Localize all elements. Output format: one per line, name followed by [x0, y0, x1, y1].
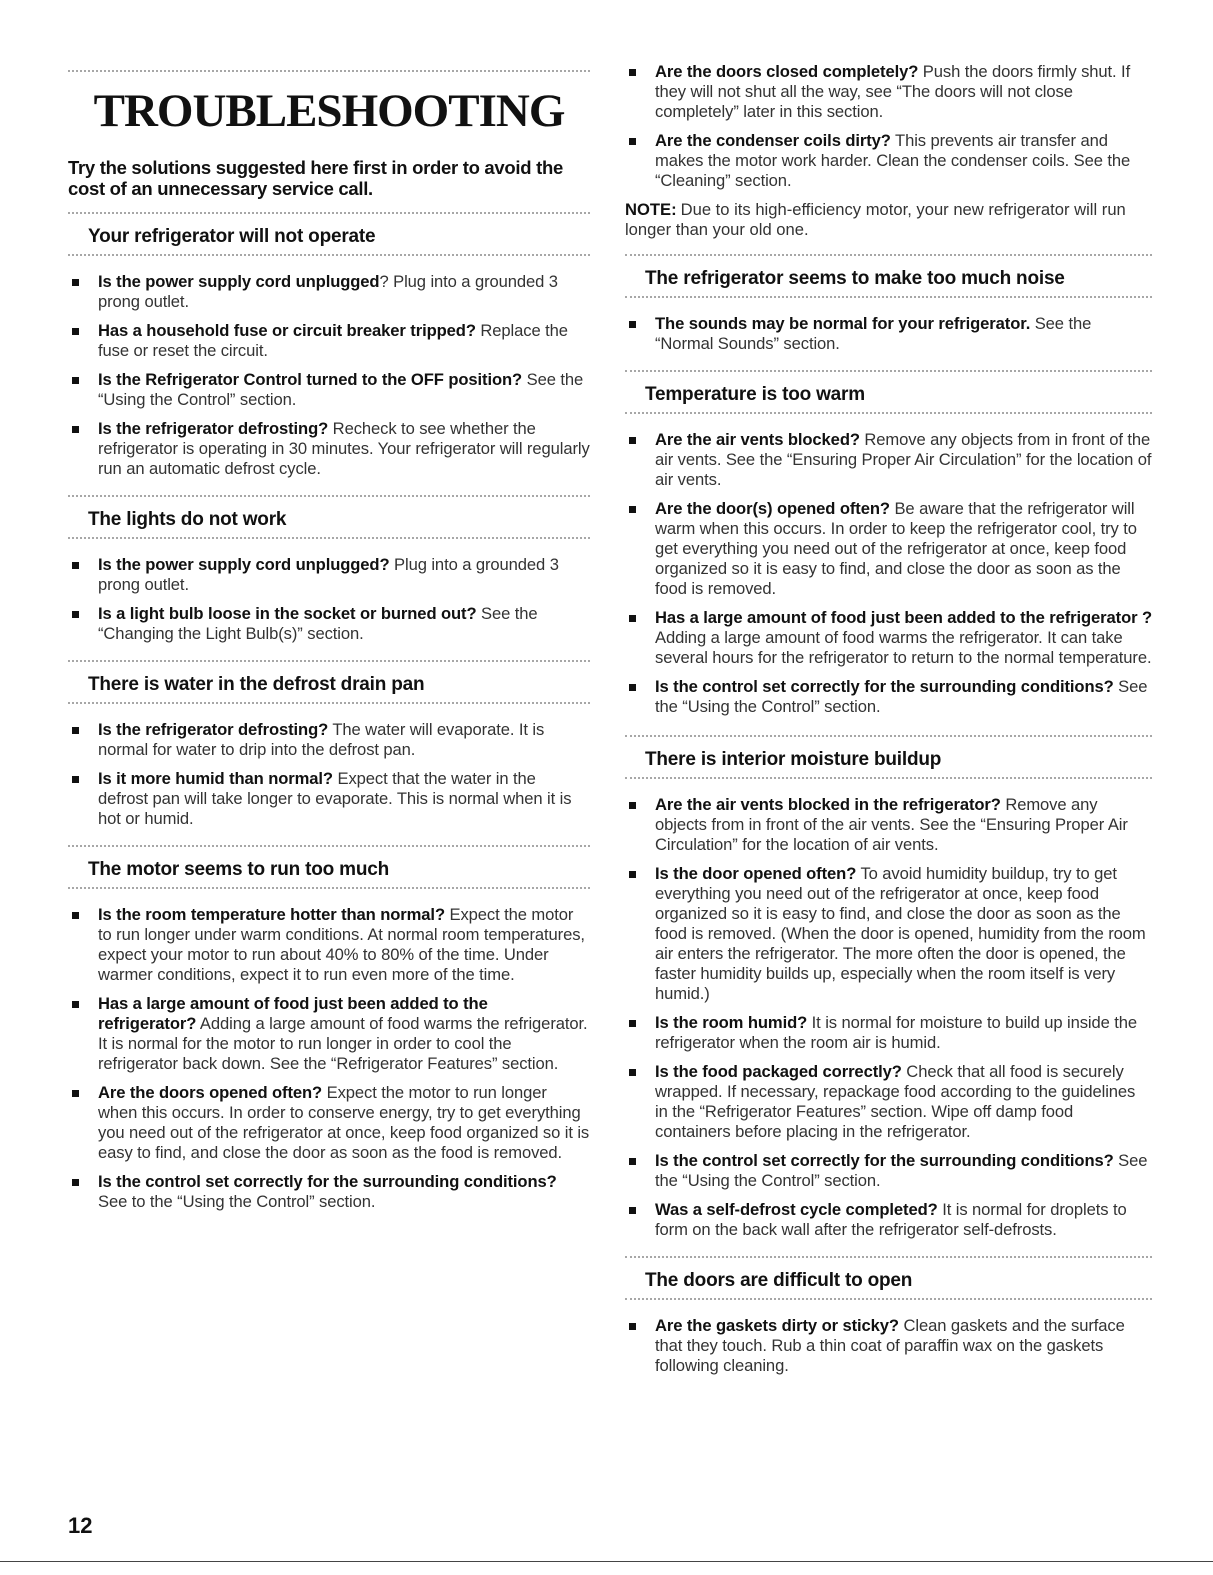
bullet-icon — [629, 69, 636, 76]
list-item: Is the control set correctly for the surrounding conditions? See the “Using the Control” section. — [625, 677, 1152, 717]
item-list — [625, 795, 1152, 1240]
section-heading: The doors are difficult to open — [645, 1270, 913, 1291]
list-item: Is the door opened often? To avoid humidity buildup, try to get everything you need out of the refrigerator at once, keep food organized so it is easy to find, and close the door as soon as the food is removed. (When the door is opened, humidity from the room air enters the refrigerator. The more often the door is opened, the faster humidity builds up, especially when the room itself is very humid.) — [625, 864, 1152, 1004]
list-item: Is it more humid than normal? Expect that the water in the defrost pan will take longer to evaporate. This is normal when it is hot or humid. — [68, 769, 590, 829]
bullet-icon — [629, 437, 636, 444]
bullet-icon — [72, 562, 79, 569]
item-list — [625, 314, 1152, 354]
section-rule — [625, 777, 1152, 779]
list-item: The sounds may be normal for your refrigerator. See the “Normal Sounds” section. — [625, 314, 1152, 354]
bullet-icon — [72, 611, 79, 618]
page-number: 12 — [68, 1513, 93, 1538]
section-rule — [625, 1256, 1152, 1258]
section-heading: Your refrigerator will not operate — [88, 226, 376, 247]
section-rule — [68, 845, 590, 847]
list-item: Are the door(s) opened often? Be aware that the refrigerator will warm when this occurs. In order to keep the refrigerator cool, try to get everything you need out of the refrigerator at once, keep food organized so it is easy to find, and close the door as soon as the food is removed. — [625, 499, 1152, 599]
bullet-icon — [72, 328, 79, 335]
note-text: Due to its high-efficiency motor, your new refrigerator will run longer than your old one. — [625, 200, 1126, 239]
section-rule — [68, 212, 590, 214]
section-rule — [68, 537, 590, 539]
list-item: Are the gaskets dirty or sticky? Clean gaskets and the surface that they touch. Rub a thin coat of paraffin wax on the gaskets following cleaning. — [625, 1316, 1152, 1376]
section-heading: Temperature is too warm — [645, 384, 865, 405]
section-rule — [68, 887, 590, 889]
section-heading: There is water in the defrost drain pan — [88, 674, 425, 695]
bullet-icon — [72, 776, 79, 783]
bullet-icon — [72, 426, 79, 433]
item-list — [625, 430, 1152, 717]
list-item: Has a large amount of food just been added to the refrigerator? Adding a large amount of food warms the refrigerator. It is normal for the motor to run longer in order to cool the refrigerator back down. See the “Refrigerator Features” section. — [68, 994, 590, 1074]
list-item: Are the air vents blocked in the refrigerator? Remove any objects from in front of the air vents. See the “Ensuring Proper Air Circulation” for the location of air vents. — [625, 795, 1152, 855]
list-item: Is the power supply cord unplugged? Plug into a grounded 3 prong outlet. — [68, 272, 590, 312]
list-item: Has a household fuse or circuit breaker tripped? Replace the fuse or reset the circuit. — [68, 321, 590, 361]
section-rule — [68, 254, 590, 256]
list-item: Are the doors opened often? Expect the motor to run longer when this occurs. In order to conserve energy, try to get everything you need out of the refrigerator at once, keep food organized so it is easy to find, and close the door as soon as the food is removed. — [68, 1083, 590, 1163]
section-heading: There is interior moisture buildup — [645, 749, 942, 770]
list-item: Is the Refrigerator Control turned to the OFF position? See the “Using the Control” section. — [68, 370, 590, 410]
section-rule — [625, 370, 1152, 372]
item-list — [625, 62, 1152, 191]
bullet-icon — [629, 684, 636, 691]
bullet-icon — [629, 506, 636, 513]
bullet-icon — [72, 727, 79, 734]
list-item: Is the room temperature hotter than normal? Expect the motor to run longer under warm conditions. At normal room temperatures, expect your motor to run about 40% to 80% of the time. Under warmer conditions, expect it to run even more of the time. — [68, 905, 590, 985]
bullet-icon — [72, 279, 79, 286]
right-column — [625, 0, 1152, 1376]
bullet-icon — [72, 1090, 79, 1097]
bullet-icon — [629, 1158, 636, 1165]
list-item: Is the power supply cord unplugged? Plug into a grounded 3 prong outlet. — [68, 555, 590, 595]
section-heading: The lights do not work — [88, 509, 287, 530]
section-rule — [68, 660, 590, 662]
item-list — [68, 905, 590, 1212]
section-heading: The refrigerator seems to make too much noise — [645, 268, 1065, 289]
list-item: Is the refrigerator defrosting? The water will evaporate. It is normal for water to drip into the defrost pan. — [68, 720, 590, 760]
section-rule — [625, 412, 1152, 414]
bullet-icon — [72, 1001, 79, 1008]
list-item: Are the air vents blocked? Remove any objects from in front of the air vents. See the “Ensuring Proper Air Circulation” for the location of air vents. — [625, 430, 1152, 490]
bullet-icon — [72, 377, 79, 384]
footer-rule — [0, 1561, 1213, 1562]
bullet-icon — [629, 615, 636, 622]
list-item: Are the condenser coils dirty? This prevents air transfer and makes the motor work harder. Clean the condenser coils. See the “Cleaning” section. — [625, 131, 1152, 191]
bullet-icon — [629, 1207, 636, 1214]
list-item: Is the control set correctly for the surrounding conditions? See the “Using the Control” section. — [625, 1151, 1152, 1191]
bullet-icon — [629, 871, 636, 878]
list-item: Is the room humid? It is normal for moisture to build up inside the refrigerator when the room air is humid. — [625, 1013, 1152, 1053]
list-item: Was a self-defrost cycle completed? It is normal for droplets to form on the back wall after the refrigerator self-defrosts. — [625, 1200, 1152, 1240]
bullet-icon — [72, 1179, 79, 1186]
intro-text: Try the solutions suggested here first in order to avoid the cost of an unnecessary service call. — [68, 157, 563, 199]
section-rule — [625, 254, 1152, 256]
note-paragraph — [625, 200, 1152, 240]
section-rule — [68, 702, 590, 704]
left-column — [68, 0, 590, 1212]
section-rule — [625, 735, 1152, 737]
bullet-icon — [72, 912, 79, 919]
section-heading: The motor seems to run too much — [88, 859, 389, 880]
item-list — [68, 555, 590, 644]
list-item: Is the food packaged correctly? Check that all food is securely wrapped. If necessary, repackage food according to the guidelines in the “Refrigerator Features” section. Wipe off damp food containers before placing in the refrigerator. — [625, 1062, 1152, 1142]
bullet-icon — [629, 138, 636, 145]
list-item: Has a large amount of food just been added to the refrigerator ? Adding a large amount of food warms the refrigerator. It can take several hours for the refrigerator to return to the normal temperature. — [625, 608, 1152, 668]
bullet-icon — [629, 1323, 636, 1330]
title-top-rule — [68, 70, 590, 72]
page-title: TROUBLESHOOTING — [93, 85, 565, 137]
list-item: Is a light bulb loose in the socket or burned out? See the “Changing the Light Bulb(s)” section. — [68, 604, 590, 644]
section-rule — [625, 296, 1152, 298]
list-item: Is the control set correctly for the surrounding conditions? See to the “Using the Control” section. — [68, 1172, 590, 1212]
item-list — [68, 720, 590, 829]
section-rule — [68, 495, 590, 497]
list-item: Is the refrigerator defrosting? Recheck to see whether the refrigerator is operating in 30 minutes. Your refrigerator will regularly run an automatic defrost cycle. — [68, 419, 590, 479]
bullet-icon — [629, 1020, 636, 1027]
section-rule — [625, 1298, 1152, 1300]
bullet-icon — [629, 321, 636, 328]
item-list — [68, 272, 590, 479]
bullet-icon — [629, 1069, 636, 1076]
bullet-icon — [629, 802, 636, 809]
list-item: Are the doors closed completely? Push the doors firmly shut. If they will not shut all the way, see “The doors will not close completely” later in this section. — [625, 62, 1152, 122]
item-list — [625, 1316, 1152, 1376]
note-label: NOTE: — [625, 200, 677, 219]
